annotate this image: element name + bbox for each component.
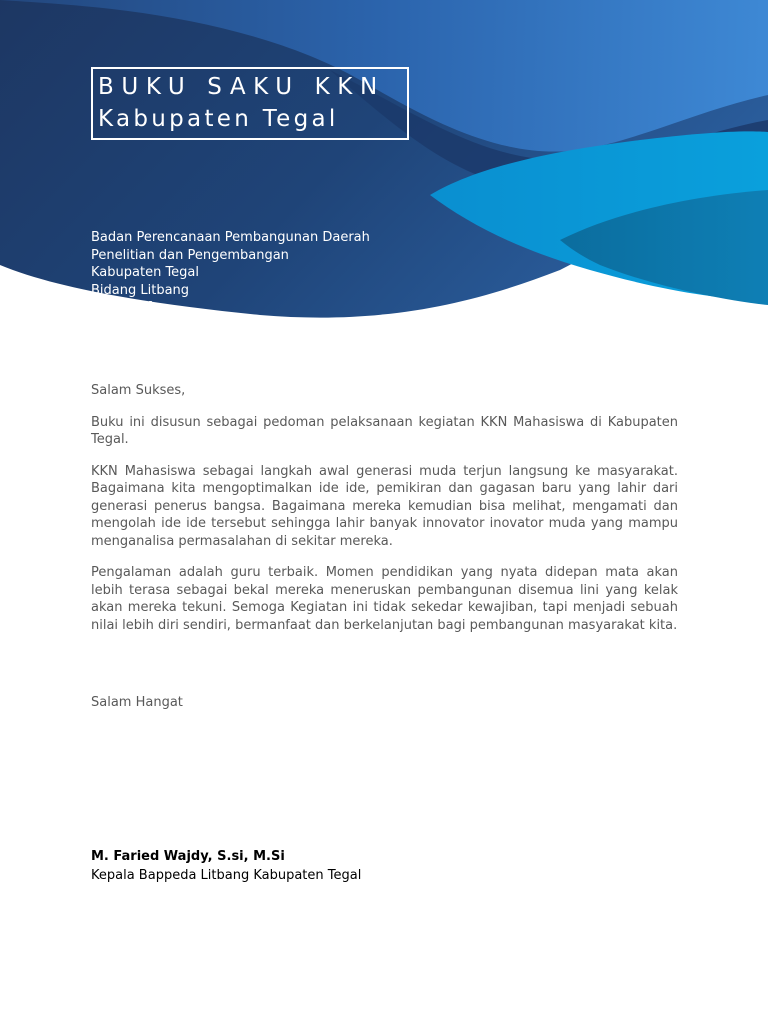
org-line: Kabupaten Tegal xyxy=(91,265,199,280)
greeting: Salam Sukses, xyxy=(91,383,186,398)
org-line: Bidang Litbang xyxy=(91,282,190,298)
org-line: Penelitian dan Pengembangan xyxy=(91,247,289,263)
paragraph: KKN Mahasiswa sebagai langkah awal generasi muda terjun langsung ke masyarakat. Bagaimana kita mengoptimalkan ide ide, pemikiran dan gagasan baru yang lahir dari generasi penerus bangsa. Bagaimana mereka kemudian bisa melihat, mengamati dan mengolah ide ide tersebut sehingga lahir banyak innovator inovator muda yang mampu menganalisa permasalahan di sekitar mereka. xyxy=(91,463,678,549)
cover-title-box xyxy=(91,67,409,140)
paragraph: Pengalaman adalah guru terbaik. Momen pendidikan yang nyata didepan mata akan lebih terasa sebagai bekal mereka meneruskan pembangunan disemua lini yang kelak akan mereka tekuni. Semoga Kegiatan ini tidak sekedar kewajiban, tapi menjadi sebuah nilai lebih diri sendiri, bermanfaat dan berkelanjutan bagi pembangunan masyarakat kita. xyxy=(91,565,678,633)
letter-body xyxy=(91,382,678,648)
organization-info xyxy=(91,229,451,312)
closing: Salam Hangat xyxy=(91,695,183,710)
signatory-title: Kepala Bappeda Litbang Kabupaten Tegal xyxy=(91,868,362,883)
org-line: [Website] xyxy=(91,300,153,312)
signatory-name: M. Faried Wajdy, S.si, M.Si xyxy=(91,849,285,864)
title-line-1: BUKU SAKU KKN xyxy=(98,74,385,100)
title-line-2: Kabupaten Tegal xyxy=(98,106,339,132)
org-line: Badan Perencanaan Pembangunan Daerah xyxy=(91,230,370,245)
signature-block xyxy=(91,847,361,885)
paragraph: Buku ini disusun sebagai pedoman pelaksanaan kegiatan KKN Mahasiswa di Kabupaten Tegal. xyxy=(91,414,678,447)
